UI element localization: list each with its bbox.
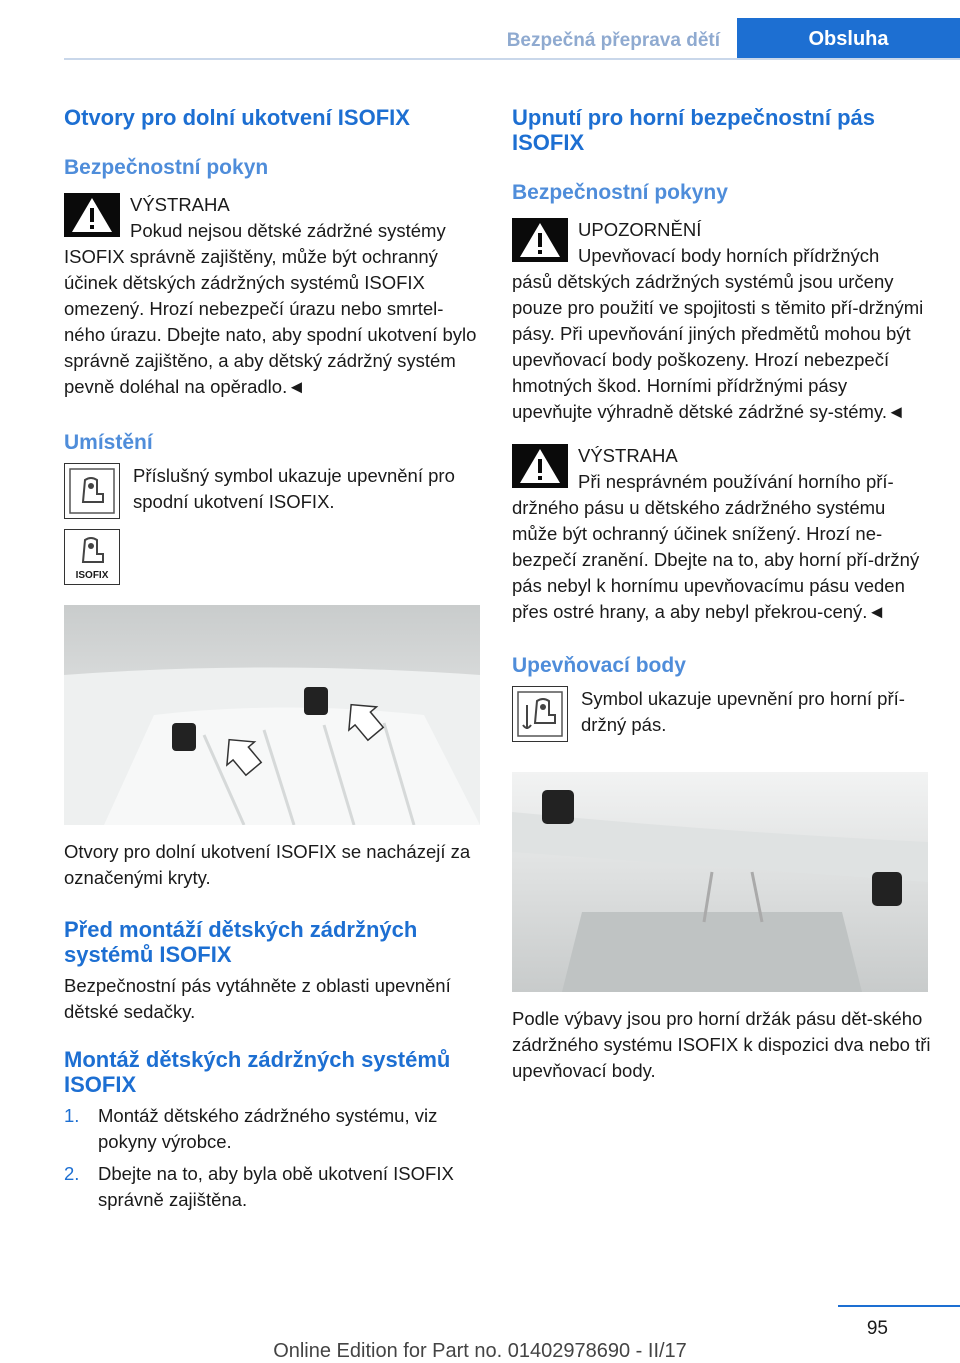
page-number: 95 bbox=[866, 1318, 888, 1339]
isofix-label-icon bbox=[64, 529, 120, 585]
before-heading: Před montáží dětských zádržných systémů ISOFIX bbox=[64, 917, 418, 967]
mount-steps bbox=[64, 1103, 484, 1213]
right-warning-block bbox=[512, 443, 932, 495]
lower-anchor-photo bbox=[64, 605, 480, 825]
header-section-title: Bezpečná přeprava dětí bbox=[506, 30, 720, 51]
footer-edition: Online Edition for Part no. 01402978690 - II/17 bbox=[273, 1340, 687, 1362]
anchor-heading: Upevňovací body bbox=[512, 654, 686, 677]
top-tether-photo bbox=[512, 772, 928, 992]
warning-first-line: Pokud nejsou dětské zádržné systémy bbox=[130, 220, 446, 241]
left-title: Otvory pro dolní ukotvení ISOFIX bbox=[64, 105, 410, 130]
caution-block bbox=[512, 217, 932, 269]
header-divider bbox=[64, 58, 960, 60]
right-column bbox=[512, 105, 932, 1084]
right-title: Upnutí pro horní bezpečnostní pás ISOFIX bbox=[512, 105, 875, 155]
right-safety-heading: Bezpečnostní pokyny bbox=[512, 181, 728, 204]
list-item: 1. Montáž dětského zádržného systému, viz pokyny výrobce. bbox=[64, 1105, 438, 1152]
caution-first-line: Upevňovací body horních přídržných bbox=[578, 245, 880, 266]
placement-heading: Umístění bbox=[64, 431, 153, 454]
before-text: Bezpečnostní pás vytáhněte z oblasti upevnění dětské sedačky. bbox=[64, 975, 451, 1022]
anchor-text: Symbol ukazuje upevnění pro horní pří-držný pás. bbox=[581, 688, 905, 735]
warning-text: držného pásu u dětského zádržného systému může být ochranný účinek snížený. Hrozí ne-bezpečí zranění. Dbejte na to, aby horní pří-držný pás nebyl k hornímu upevňovacímu pásu veden přes ostré hrany, a aby nebyl překrou-cený.◄ bbox=[512, 497, 920, 622]
warning-icon bbox=[64, 193, 120, 237]
mount-heading: Montáž dětských zádržných systémů ISOFIX bbox=[64, 1047, 451, 1097]
isofix-seat-icon bbox=[64, 463, 120, 519]
left-warning-block bbox=[64, 192, 484, 244]
placement-block bbox=[64, 463, 484, 519]
caution-text: pásů dětských zádržných systémů jsou určeny pouze pro použití ve spojitosti s těmito pří-držnými pásy. Při upevňování jiných předmětů mohou být upevňovací body poškozeny. Hrozí nebezpečí hmotných škod. Horními přídržnými pásy upevňujte výhradně dětské zádržné sy-stémy.◄ bbox=[512, 271, 924, 422]
top-tether-icon bbox=[512, 686, 568, 742]
caution-icon bbox=[512, 218, 568, 262]
warning-text: ISOFIX správně zajištěny, může být ochranný účinek dětských zádržných systémů ISOFIX omezený. Hrozí nebezpečí úrazu nebo smrtel-ného úrazu. Dbejte nato, aby spodní ukotvení bylo správně zajištěno, a aby dětský zádržný systém pevně doléhal na opěradlo.◄ bbox=[64, 246, 477, 397]
page-number-rule bbox=[838, 1305, 960, 1307]
header-tab: Obsluha bbox=[737, 18, 960, 60]
warning-label: VÝSTRAHA bbox=[130, 194, 230, 215]
warning-label: VÝSTRAHA bbox=[578, 445, 678, 466]
lower-anchor-caption: Otvory pro dolní ukotvení ISOFIX se nacházejí za označenými kryty. bbox=[64, 841, 471, 888]
list-item: 2. Dbejte na to, aby byla obě ukotvení ISOFIX správně zajištěna. bbox=[64, 1163, 454, 1210]
left-column bbox=[64, 105, 484, 1213]
caution-label: UPOZORNĚNÍ bbox=[578, 219, 702, 240]
warning-icon bbox=[512, 444, 568, 488]
warning-first-line: Při nesprávném používání horního pří- bbox=[578, 471, 894, 492]
anchor-block bbox=[512, 686, 932, 742]
left-safety-heading: Bezpečnostní pokyn bbox=[64, 156, 269, 179]
placement-text: Příslušný symbol ukazuje upevnění pro spodní ukotvení ISOFIX. bbox=[133, 465, 455, 512]
isofix-icon-label: ISOFIX bbox=[75, 570, 109, 581]
top-tether-caption: Podle výbavy jsou pro horní držák pásu dět-ského zádržného systému ISOFIX k dispozici dva nebo tři upevňovací body. bbox=[512, 1008, 931, 1081]
